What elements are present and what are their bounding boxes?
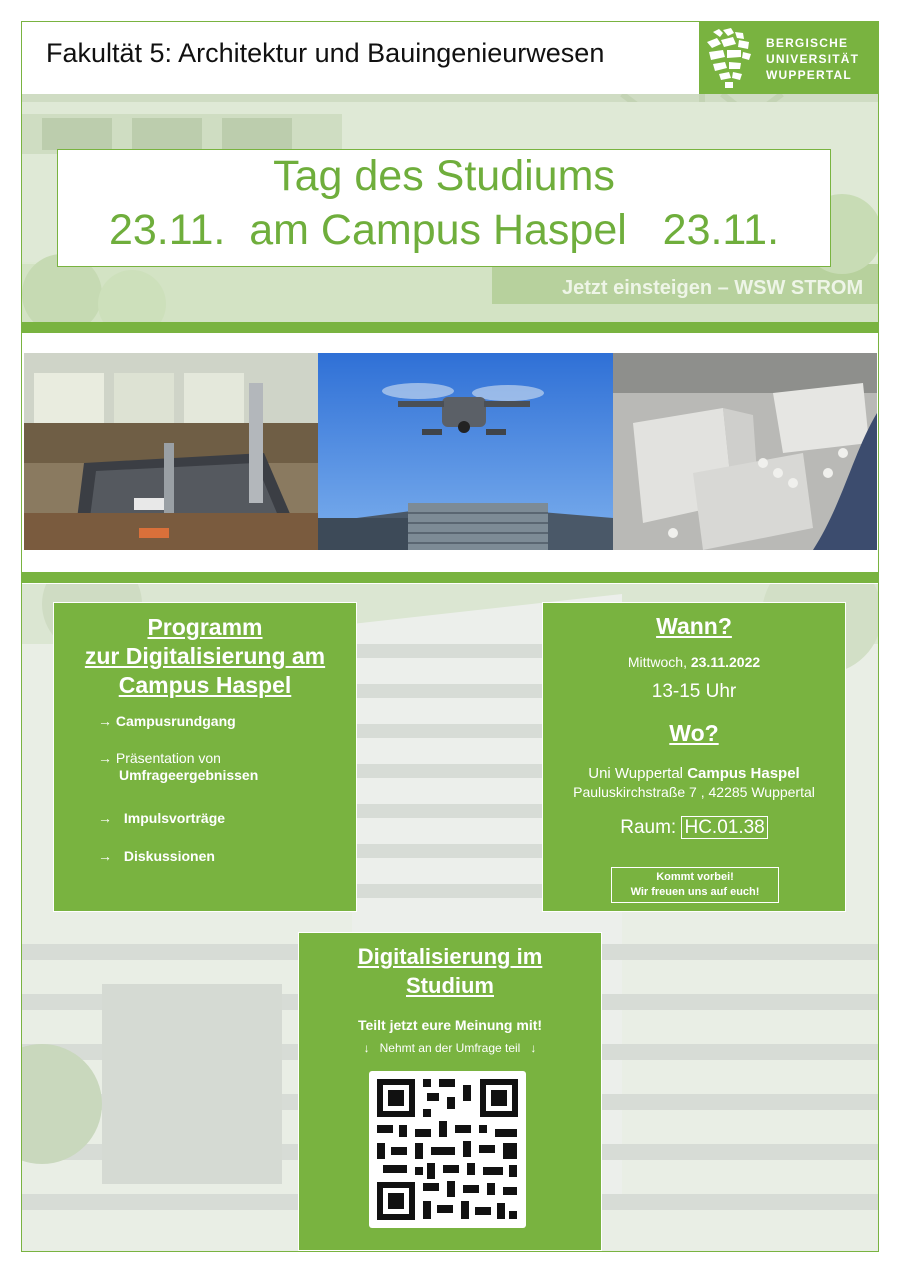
when-where-card <box>542 602 846 912</box>
program-item: → Präsentation von Umfrageergebnissen <box>98 750 259 783</box>
program-item: → Impulsvorträge <box>98 810 226 826</box>
architecture-model-photo <box>613 353 877 550</box>
workshop-cutting-machine-photo <box>24 353 318 550</box>
program-item: → Campusrundgang <box>98 713 236 729</box>
where-title: Wo? <box>669 720 719 746</box>
cta-box <box>611 867 779 903</box>
event-date-location: 23.11. am Campus Haspel 23.11. <box>108 206 780 254</box>
qr-code-icon <box>369 1071 526 1228</box>
cta-line: Kommt vorbei! <box>656 871 734 883</box>
logo-line: BERGISCHE <box>766 36 849 50</box>
arrow-right-icon: → <box>98 750 112 766</box>
faculty-title: Fakultät 5: Architektur und Bauingenieurwesen <box>46 38 605 68</box>
survey-hint: ↓ Nehmt an der Umfrage teil ↓ <box>363 1041 537 1055</box>
arrow-right-icon: → <box>98 810 112 826</box>
arrow-right-icon: → <box>98 713 112 729</box>
divider-bar <box>22 322 878 333</box>
program-item: → Diskussionen <box>98 848 215 864</box>
train-lettering: Jetzt einsteigen – WSW STROM <box>562 277 864 299</box>
program-card <box>53 602 357 912</box>
university-logo <box>699 22 879 94</box>
lion-emblem-icon <box>699 22 761 94</box>
event-room: Raum: HC.01.38 <box>543 817 845 839</box>
event-address: Pauluskirchstraße 7 , 42285 Wuppertal <box>573 784 815 800</box>
survey-subtitle: Teilt jetzt eure Meinung mit! <box>357 1017 543 1033</box>
event-day: Mittwoch, 23.11.2022 <box>627 654 761 670</box>
program-title: Programm <box>147 614 263 640</box>
when-title: Wann? <box>656 613 732 639</box>
drone-sky-photo <box>318 353 613 550</box>
arrow-right-icon: → <box>98 848 112 864</box>
arrow-down-icon: ↓ <box>530 1041 537 1055</box>
program-title: zur Digitalisierung am <box>84 643 326 669</box>
survey-title: Digitalisierung im <box>357 944 543 969</box>
logo-line: WUPPERTAL <box>766 68 852 82</box>
cta-line: Wir freuen uns auf euch! <box>630 886 760 898</box>
survey-qr-code[interactable] <box>369 1071 526 1228</box>
room-number: HC.01.38 <box>681 816 767 839</box>
survey-title: Studium <box>406 973 494 998</box>
event-title: Tag des Studiums <box>273 152 615 200</box>
divider-bar <box>22 572 878 583</box>
arrow-down-icon: ↓ <box>363 1041 370 1055</box>
event-place: Uni Wuppertal Campus Haspel <box>588 765 800 782</box>
logo-line: UNIVERSITÄT <box>766 52 860 66</box>
event-time: 13-15 Uhr <box>651 681 737 702</box>
program-title: Campus Haspel <box>118 672 292 698</box>
